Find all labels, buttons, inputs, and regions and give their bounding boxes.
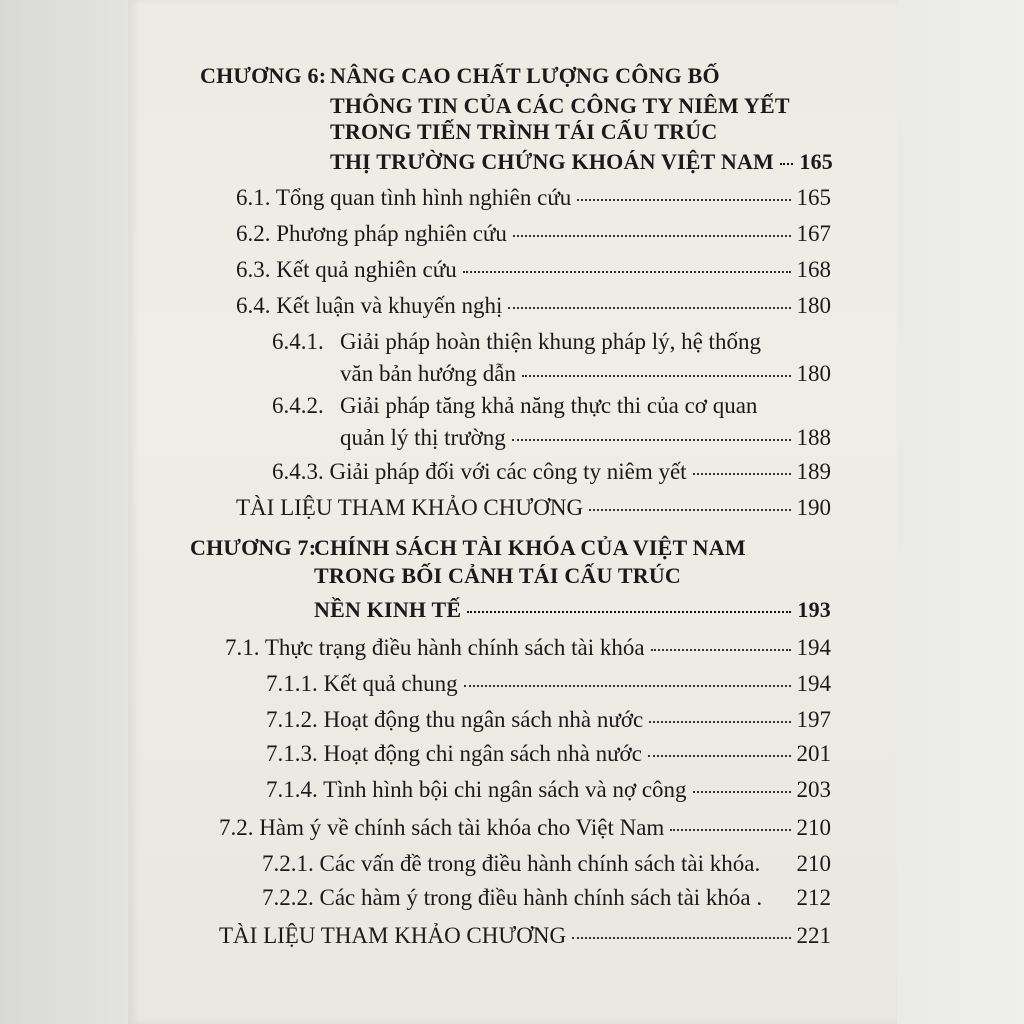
entry-page: 180	[796, 361, 831, 386]
toc-entry-7-2-1	[262, 850, 831, 878]
dot-leader	[651, 649, 791, 651]
dot-leader	[463, 271, 791, 273]
entry-page: 210	[796, 815, 831, 840]
entry-title: 6.2. Phương pháp nghiên cứu	[236, 221, 507, 246]
dot-leader	[693, 473, 791, 475]
dot-leader	[572, 937, 790, 939]
entry-page: 203	[796, 777, 831, 802]
entry-page: 168	[796, 257, 831, 282]
toc-entry-6-4-2-number: 6.4.2.	[272, 393, 324, 418]
toc-entry-7-1-4	[266, 776, 831, 804]
toc-entry-6-4-2	[340, 424, 831, 452]
entry-page: 197	[796, 707, 831, 732]
entry-title: 6.4. Kết luận và khuyến nghị	[236, 293, 503, 318]
toc-entry-references-6	[236, 494, 831, 522]
toc-entry-7-1-2	[266, 706, 831, 734]
entry-title: 7.2.2. Các hàm ý trong điều hành chính sách tài khóa .	[262, 885, 763, 910]
entry-page: 212	[796, 885, 831, 910]
chapter-7-prefix: CHƯƠNG 7:	[190, 535, 317, 560]
entry-page: 194	[796, 635, 831, 660]
entry-title: TÀI LIỆU THAM KHẢO CHƯƠNG	[236, 495, 584, 520]
dot-leader	[670, 829, 790, 831]
dot-leader	[648, 755, 791, 757]
toc-entry-7-2-2	[262, 884, 831, 912]
chapter-6-last-title: THỊ TRƯỜNG CHỨNG KHOÁN VIỆT NAM	[330, 149, 774, 174]
entry-title: 7.2.1. Các vấn đề trong điều hành chính sách tài khóa.	[262, 851, 761, 876]
chapter-7-title-line-1: CHÍNH SÁCH TÀI KHÓA CỦA VIỆT NAM	[314, 535, 746, 560]
entry-page: 221	[796, 923, 831, 948]
chapter-6-title-line-3: TRONG TIẾN TRÌNH TÁI CẤU TRÚC	[330, 119, 718, 144]
entry-title: 7.1. Thực trạng điều hành chính sách tài khóa	[225, 635, 645, 660]
entry-title: văn bản hướng dẫn	[340, 361, 517, 386]
toc-entry-6-3	[236, 256, 831, 284]
entry-title: 6.1. Tổng quan tình hình nghiên cứu	[236, 185, 572, 210]
chapter-7-title-line-3	[314, 596, 831, 624]
toc-entry-7-1	[225, 634, 831, 662]
entry-title: 7.1.4. Tình hình bội chi ngân sách và nợ công	[266, 777, 687, 802]
toc-entry-6-4-1-line-1: Giải pháp hoàn thiện khung pháp lý, hệ thống	[340, 329, 761, 354]
chapter-7-title-line-2: TRONG BỐI CẢNH TÁI CẤU TRÚC	[314, 563, 682, 588]
entry-title: 7.1.3. Hoạt động chi ngân sách nhà nước	[266, 741, 642, 766]
dot-leader	[513, 235, 791, 237]
dot-leader	[577, 199, 790, 201]
toc-entry-7-2	[219, 814, 831, 842]
entry-title: 7.1.2. Hoạt động thu ngân sách nhà nước	[266, 707, 644, 732]
dot-leader	[649, 721, 790, 723]
entry-title: 6.3. Kết quả nghiên cứu	[236, 257, 457, 282]
entry-title: 7.1.1. Kết quả chung	[266, 671, 458, 696]
dot-leader	[467, 611, 791, 613]
toc-entry-6-2	[236, 220, 831, 248]
toc-entry-6-4-1	[340, 360, 831, 388]
entry-page: 165	[796, 185, 831, 210]
toc-entry-6-4-2-line-1: Giải pháp tăng khả năng thực thi của cơ quan	[340, 393, 758, 418]
toc-entry-7-1-3	[266, 740, 831, 768]
entry-page: 190	[796, 495, 831, 520]
chapter-6-prefix: CHƯƠNG 6:	[200, 63, 327, 88]
dot-leader	[780, 163, 793, 165]
toc-entry-6-1	[236, 184, 831, 212]
entry-title: TÀI LIỆU THAM KHẢO CHƯƠNG	[219, 923, 567, 948]
entry-page: 194	[796, 671, 831, 696]
entry-title: 6.4.3. Giải pháp đối với các công ty niêm yết	[272, 459, 687, 484]
toc-entry-references-7	[219, 922, 831, 950]
chapter-6-page: 165	[799, 149, 833, 174]
entry-page: 167	[796, 221, 831, 246]
chapter-6-title-line-2: THÔNG TIN CỦA CÁC CÔNG TY NIÊM YẾT	[330, 93, 790, 118]
dot-leader	[522, 375, 790, 377]
chapter-7-last-title: NỀN KINH TẾ	[314, 597, 462, 622]
entry-page: 188	[796, 425, 831, 450]
entry-page: 180	[796, 293, 831, 318]
dot-leader	[589, 509, 790, 511]
chapter-6-title-line-1: NÂNG CAO CHẤT LƯỢNG CÔNG BỐ	[330, 63, 720, 88]
dot-leader	[464, 685, 791, 687]
entry-page: 201	[796, 741, 831, 766]
toc-entry-6-4	[236, 292, 831, 320]
chapter-7-page: 193	[797, 597, 831, 622]
dot-leader	[512, 439, 791, 441]
dot-leader	[693, 791, 791, 793]
toc-entry-7-1-1	[266, 670, 831, 698]
entry-page: 189	[796, 459, 831, 484]
entry-page: 210	[796, 851, 831, 876]
entry-title: quản lý thị trường	[340, 425, 506, 450]
toc-entry-6-4-1-number: 6.4.1.	[272, 329, 324, 354]
dot-leader	[508, 307, 790, 309]
entry-title: 7.2. Hàm ý về chính sách tài khóa cho Việt Nam	[219, 815, 665, 840]
chapter-6-title-line-4	[330, 148, 833, 176]
toc-entry-6-4-3	[272, 458, 831, 486]
